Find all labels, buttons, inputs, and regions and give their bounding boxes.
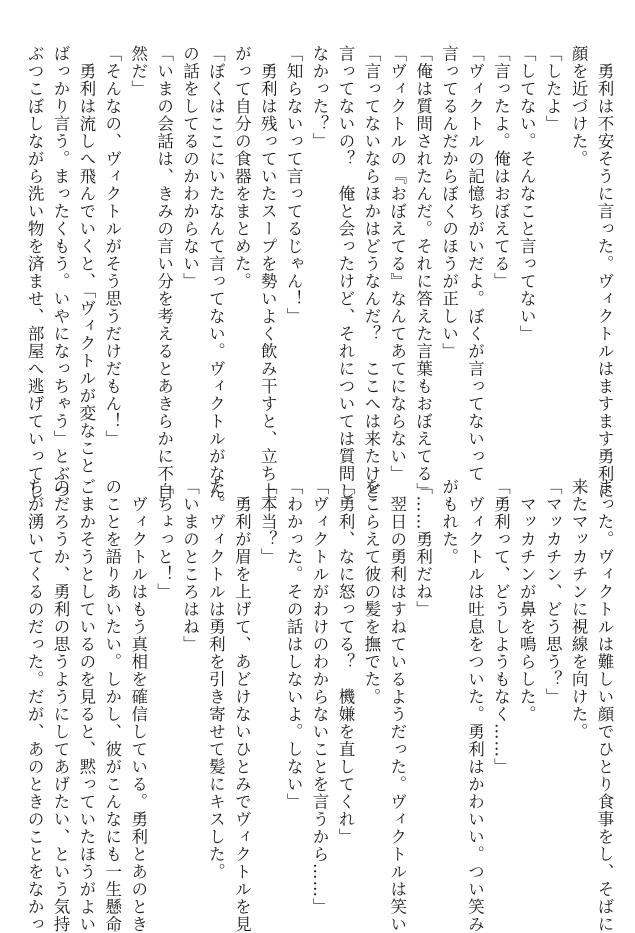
text-line: の話をしてるのかわからない」 (180, 45, 200, 290)
text-line: 「ちょっと！」 (154, 478, 174, 601)
text-line: のだろうか、勇利の思うようにしてあげたい、という気持 (50, 478, 70, 933)
text-line: 「したよ」 (543, 45, 563, 133)
text-line: 「知らないって言ってるじゃん！」 (284, 45, 304, 325)
text-line: 言ってるんだからぼくのほうが正しい」 (439, 45, 459, 360)
text-line: 「本当？」 (258, 478, 278, 566)
text-line: た。ヴィクトルは勇利を引き寄せて髪にキスした。 (206, 478, 226, 881)
text-line: 「マッカチン、どう思う？」 (543, 478, 563, 706)
text-line: をこらえて彼の髪を撫でた。 (361, 478, 381, 706)
text-line: 「勇利、なに怒ってる？ 機嫌を直してくれ」 (335, 478, 355, 846)
lower-text-block (25, 478, 617, 933)
text-line: 勇利は不安そうに言った。ヴィクトルはますます勇利に (595, 45, 614, 500)
text-line: 勇利は流しへ飛んでいくと、「ヴィクトルが変なこと (76, 45, 96, 475)
text-line: ヴィクトルはもう真相を確信している。勇利とあのとき (128, 478, 148, 933)
text-line: なかった？」 (310, 45, 330, 150)
text-line: 「ぼくはここにいたなんて言ってない。ヴィクトルがなん (206, 45, 226, 500)
text-line: 「いまの会話は、きみの言い分を考えるとあきらかに不自 (154, 45, 174, 500)
text-line: 「ヴィクトルの記憶ちがいだよ。ぼくが言ってないって (465, 45, 485, 483)
text-line: 然だ」 (128, 45, 148, 98)
text-line: ヴィクトルは吐息をついた。勇利はかわいい。つい笑み (465, 478, 485, 933)
text-line: がもれた。 (439, 478, 459, 566)
text-line: のことを語りあいたい。しかし、彼がこんなにも一生懸命 (102, 478, 122, 933)
text-line: 「ヴィクトルの『おぼえてる』なんてあてにならない」 (387, 45, 407, 483)
text-line: 勇利は残っていたスープを勢いよく飲み干すと、立ち上 (258, 45, 278, 500)
text-line: 来たマッカチンに視線を向けた。 (569, 478, 589, 741)
text-line: 「……勇利だね」 (413, 478, 433, 618)
text-line: 「言ったよ。俺はおぼえてる」 (491, 45, 511, 290)
text-line: 「そんなの、ヴィクトルがそう思うだけだもん！」 (102, 45, 122, 448)
upper-text-block (25, 45, 617, 500)
text-line: 「いまのところはね」 (180, 478, 200, 653)
text-line: 勇利が眉を上げて、あどけないひとみでヴィクトルを見 (232, 478, 252, 933)
text-line: ぶつこぼしながら洗い物を済ませ、部屋へ逃げていってし (25, 45, 45, 500)
text-line: マッカチンが鼻を鳴らした。 (517, 478, 537, 723)
text-line: ごまかそうとしているのを見ると、黙っていたほうがよい (76, 478, 96, 933)
text-line: 「わかった。その話はしないよ。しない」 (284, 478, 304, 811)
text-line: まった。ヴィクトルは難しい顔でひとり食事をし、そばに (595, 478, 614, 933)
text-line: 「勇利って、どうしようもなく……」 (491, 478, 511, 776)
text-line: 「ヴィクトルがわけのわからないことを言うから……」 (310, 478, 330, 916)
text-line: 翌日の勇利はすねているようだった。ヴィクトルは笑い (387, 478, 407, 933)
text-line: ばっかり言う。まったくもう。いやになっちゃう」とぶつ (50, 45, 70, 500)
text-line: ちが湧いてくるのだった。だが、あのときのことをなかっ (25, 478, 45, 933)
text-line: 「言ってないならほかはどうなんだ？ ここへは来たけど (361, 45, 381, 500)
text-line: がって自分の食器をまとめた。 (232, 45, 252, 290)
text-line: 顔を近づけた。 (569, 45, 589, 168)
text-line: 「俺は質問されたんだ。それに答えた言葉もおぼえてる」 (413, 45, 433, 500)
text-line: 「してない。そんなこと言ってない」 (517, 45, 537, 343)
text-line: 言ってないの？ 俺と会ったけど、それについては質問し (335, 45, 355, 500)
